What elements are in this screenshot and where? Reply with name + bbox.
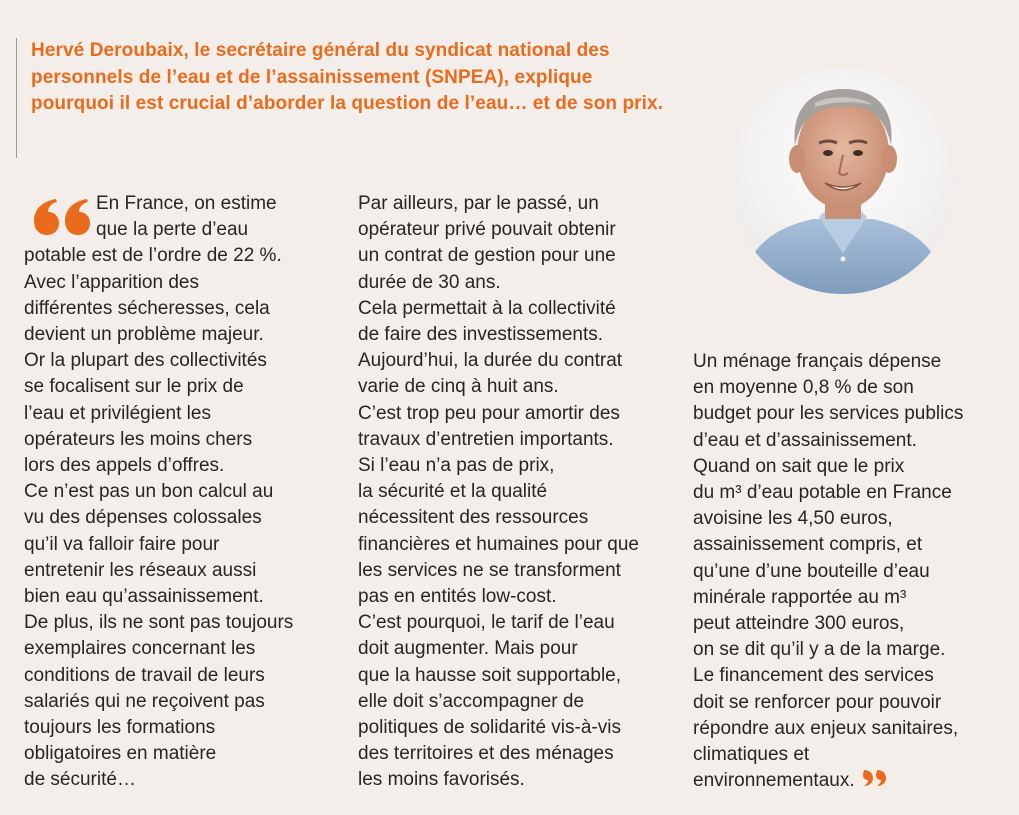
quote-line: minérale rapportée au m³ [693, 586, 907, 608]
quote-line: vu des dépenses colossales [24, 507, 262, 529]
quote-line: pas en entités low-cost. [358, 586, 557, 608]
quote-line: C’est trop peu pour amortir des [358, 402, 620, 424]
quote-line: climatiques et [693, 744, 810, 766]
quote-line: l’eau et privilégient les [24, 402, 211, 424]
quote-line: lors des appels d’offres. [24, 455, 225, 477]
quote-line: du m³ d’eau potable en France [693, 482, 952, 504]
quote-line: que la hausse soit supportable, [358, 664, 622, 686]
intro-block [16, 38, 677, 158]
quote-line: nécessitent des ressources [358, 507, 589, 529]
quote-line: la sécurité et la qualité [358, 481, 548, 503]
opening-quote-icon [30, 195, 92, 239]
quote-line: financières et humaines pour que [358, 533, 639, 555]
quote-line: Par ailleurs, par le passé, un [358, 193, 599, 214]
quote-line: un contrat de gestion pour une [358, 245, 616, 267]
quote-line: Quand on sait que le prix [693, 455, 905, 477]
quote-line: conditions de travail de leurs [24, 664, 265, 686]
quote-line: Cela permettait à la collectivité [358, 297, 616, 319]
quote-line: des territoires et des ménages [358, 743, 614, 765]
quote-column-1 [24, 191, 334, 794]
quote-line: politiques de solidarité vis-à-vis [358, 717, 621, 739]
quote-line: on se dit qu’il y a de la marge. [693, 639, 946, 661]
quote-line: durée de 30 ans. [358, 271, 501, 293]
quote-line: budget pour les services publics [693, 403, 964, 425]
quote-line: environnementaux. [693, 768, 1003, 794]
quote-line: exemplaires concernant les [24, 638, 256, 660]
quote-line: Or la plupart des collectivités [24, 350, 267, 372]
quote-line: d’eau et d’assainissement. [693, 429, 917, 451]
quote-line: qu’une d’une bouteille d’eau [693, 560, 930, 582]
quote-line: entretenir les réseaux aussi [24, 559, 257, 581]
quote-line: de sécurité… [24, 769, 136, 791]
quote-line: salariés qui ne reçoivent pas [24, 690, 265, 712]
quote-line: En France, on estime [96, 193, 277, 214]
quote-line: Aujourd’hui, la durée du contrat [358, 350, 623, 372]
portrait-photo [729, 67, 957, 295]
quote-line: de faire des investissements. [358, 324, 604, 346]
quote-line: toujours les formations [24, 717, 216, 739]
quote-line: différentes sécheresses, cela [24, 297, 270, 319]
quote-column-2 [358, 191, 663, 794]
quote-line: potable est de l’ordre de 22 %. [24, 245, 282, 267]
quote-line: Un ménage français dépense [693, 351, 942, 372]
quote-line: opérateurs les moins chers [24, 428, 253, 450]
quote-line: opérateur privé pouvait obtenir [358, 219, 616, 241]
quote-line: doit se renforcer pour pouvoir [693, 691, 942, 713]
quote-line: Avec l’apparition des [24, 271, 199, 293]
quote-line: varie de cinq à huit ans. [358, 376, 559, 398]
quote-line: avoisine les 4,50 euros, [693, 508, 893, 530]
quote-line: devient un problème majeur. [24, 324, 264, 346]
quote-line: Si l’eau n’a pas de prix, [358, 455, 555, 477]
quote-line: se focalisent sur le prix de [24, 376, 244, 398]
quote-line: peut atteindre 300 euros, [693, 613, 905, 635]
quote-line: que la perte d’eau [96, 219, 249, 241]
closing-quote-icon [862, 769, 888, 787]
quote-line: doit augmenter. Mais pour [358, 638, 578, 660]
quote-line: qu’il va falloir faire pour [24, 533, 220, 555]
quote-line: répondre aux enjeux sanitaires, [693, 717, 959, 739]
quote-line: en moyenne 0,8 % de son [693, 377, 914, 399]
quote-line: Le financement des services [693, 665, 934, 687]
quote-line: assainissement compris, et [693, 534, 923, 556]
quote-line: obligatoires en matière [24, 743, 217, 765]
quote-line: bien eau qu’assainissement. [24, 586, 264, 608]
quote-column-3 [693, 349, 1003, 794]
quote-line: Ce n’est pas un bon calcul au [24, 481, 274, 503]
quote-line: les services ne se transforment [358, 559, 621, 581]
quote-line: travaux d’entretien importants. [358, 428, 614, 450]
quote-line: De plus, ils ne sont pas toujours [24, 612, 294, 634]
quote-line: C’est pourquoi, le tarif de l’eau [358, 612, 615, 634]
quote-line: elle doit s’accompagner de [358, 690, 585, 712]
quote-line: les moins favorisés. [358, 769, 525, 791]
intro-text: Hervé Deroubaix, le secrétaire général du syndicat national des personnels de l’eau et de l’assainissement (SNPEA), explique pourquoi il est crucial d’aborder la question de l’eau… et de son prix. [31, 40, 664, 114]
